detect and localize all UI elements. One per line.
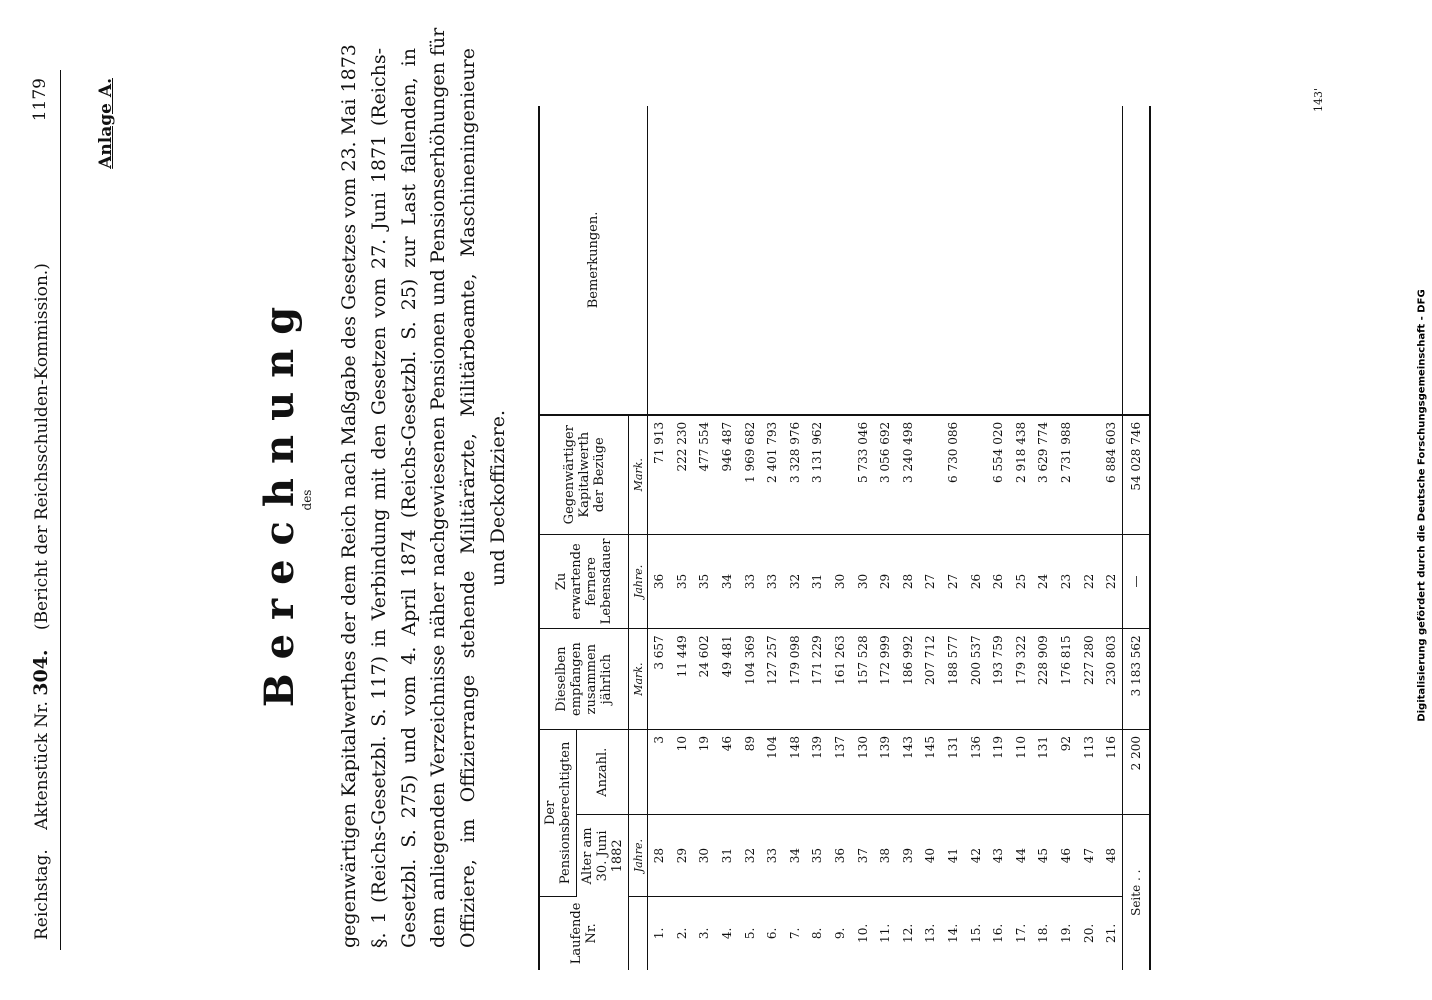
unit-anzahl <box>629 729 648 815</box>
cell-leben: 22 <box>1077 534 1100 629</box>
cell-anzahl: 130 <box>851 729 874 815</box>
cell-bemerkungen <box>1055 106 1078 415</box>
cell-bemerkungen <box>1032 106 1055 415</box>
cell-kapital: 71 913 <box>648 415 671 534</box>
cell-alter: 39 <box>897 815 920 896</box>
table-row <box>874 106 897 970</box>
table-row <box>942 106 965 970</box>
cell-anzahl: 10 <box>671 729 694 815</box>
table-row <box>829 106 852 970</box>
cell-bezug: 161 263 <box>829 629 852 730</box>
head-aktenstueck: Aktenstück Nr. <box>32 701 52 830</box>
cell-leben: 34 <box>716 534 739 629</box>
cell-alter: 47 <box>1077 815 1100 896</box>
cell-anzahl: 143 <box>897 729 920 815</box>
cell-bezug: 179 322 <box>1010 629 1033 730</box>
cell-bezug: 24 602 <box>693 629 716 730</box>
sum-bezug: 3 183 562 <box>1123 629 1151 730</box>
head-number: 304. <box>30 649 52 696</box>
cell-bemerkungen <box>1010 106 1033 415</box>
cell-anzahl: 19 <box>693 729 716 815</box>
cell-nr: 6. <box>765 927 780 940</box>
cell-anzahl: 116 <box>1100 729 1123 815</box>
cell-kapital: 3 056 692 <box>874 415 897 534</box>
cell-kapital: 3 240 498 <box>897 415 920 534</box>
intro-line: §. 1 (Reichs-Gesetzbl. S. 117) in Verbindung mit den Gesetzen vom 27. Juni 1871 (Reichs- <box>367 48 390 948</box>
cell-bezug: 176 815 <box>1055 629 1078 730</box>
running-head <box>30 263 52 940</box>
cell-kapital: 6 730 086 <box>942 415 965 534</box>
sum-bemerkungen <box>1123 106 1151 415</box>
sum-label: Seite . . <box>1123 815 1151 970</box>
table-row <box>964 106 987 970</box>
cell-nr: 12. <box>900 923 915 943</box>
table-row <box>1055 106 1078 970</box>
cell-alter: 33 <box>761 815 784 896</box>
cell-anzahl: 46 <box>716 729 739 815</box>
col-header-bemerkungen: Bemerkungen. <box>539 106 648 415</box>
cell-bemerkungen <box>761 106 784 415</box>
sum-kapital: 54 028 746 <box>1123 415 1151 534</box>
col-header-anzahl: Anzahl. <box>577 729 629 815</box>
cell-bezug: 3 657 <box>648 629 671 730</box>
cell-alter: 44 <box>1010 815 1033 896</box>
col-group-header: Der Pensionsberechtigten <box>539 729 577 896</box>
cell-bemerkungen <box>693 106 716 415</box>
cell-alter: 38 <box>874 815 897 896</box>
cell-alter: 29 <box>671 815 694 896</box>
cell-nr: 4. <box>720 927 735 940</box>
cell-alter: 35 <box>806 815 829 896</box>
cell-leben: 33 <box>761 534 784 629</box>
cell-kapital: 946 487 <box>716 415 739 534</box>
cell-nr: 1. <box>652 927 667 940</box>
cell-nr: 17. <box>1013 923 1028 943</box>
cell-leben: 24 <box>1032 534 1055 629</box>
unit-bezug: Mark. <box>629 629 648 730</box>
cell-leben: 32 <box>784 534 807 629</box>
cell-kapital <box>919 415 942 534</box>
cell-kapital: 5 733 046 <box>851 415 874 534</box>
cell-alter: 28 <box>648 815 671 896</box>
unit-kapital: Mark. <box>629 415 648 534</box>
cell-alter: 31 <box>716 815 739 896</box>
signature-mark: 143' <box>1312 88 1325 113</box>
cell-alter: 32 <box>738 815 761 896</box>
cell-nr: 19. <box>1058 923 1073 943</box>
cell-alter: 34 <box>784 815 807 896</box>
dfg-stamp-text: Digitalisierung gefördert durch die Deutsche Forschungsgemeinschaft - DFG <box>1416 289 1428 722</box>
cell-anzahl: 89 <box>738 729 761 815</box>
cell-bezug: 11 449 <box>671 629 694 730</box>
page-header <box>16 0 66 1000</box>
title-connector: des <box>300 489 314 511</box>
cell-alter: 41 <box>942 815 965 896</box>
table-row <box>851 106 874 970</box>
cell-anzahl: 131 <box>942 729 965 815</box>
table-row <box>1032 106 1055 970</box>
cell-bezug: 157 528 <box>851 629 874 730</box>
table-row <box>671 106 694 970</box>
cell-anzahl: 131 <box>1032 729 1055 815</box>
cell-leben: 22 <box>1100 534 1123 629</box>
dfg-stamp <box>1414 0 1430 1000</box>
cell-bemerkungen <box>671 106 694 415</box>
cell-nr: 20. <box>1081 923 1096 943</box>
cell-anzahl: 110 <box>1010 729 1033 815</box>
cell-leben: 27 <box>919 534 942 629</box>
cell-nr: 7. <box>787 927 802 940</box>
cell-nr: 21. <box>1104 923 1119 943</box>
cell-bemerkungen <box>648 106 671 415</box>
cell-anzahl: 104 <box>761 729 784 815</box>
cell-bemerkungen <box>919 106 942 415</box>
cell-bemerkungen <box>964 106 987 415</box>
cell-bemerkungen <box>851 106 874 415</box>
table-row <box>738 106 761 970</box>
cell-leben: 33 <box>738 534 761 629</box>
cell-bemerkungen <box>1100 106 1123 415</box>
unit-alter: Jahre. <box>629 815 648 896</box>
cell-kapital <box>964 415 987 534</box>
cell-kapital: 2 918 438 <box>1010 415 1033 534</box>
cell-leben: 25 <box>1010 534 1033 629</box>
cell-alter: 46 <box>1055 815 1078 896</box>
col-header-kapital: Gegenwärtiger Kapitalwerth der Bezüge <box>539 415 629 534</box>
table-row <box>897 106 920 970</box>
intro-line: dem anliegenden Verzeichnisse näher nachgewiesenen Pensionen und Pensionserhöhungen für <box>427 27 450 948</box>
col-header-alter: Alter am 30. Juni 1882 <box>577 815 629 896</box>
cell-bemerkungen <box>829 106 852 415</box>
cell-nr: 5. <box>742 927 757 940</box>
cell-bemerkungen <box>1077 106 1100 415</box>
cell-anzahl: 92 <box>1055 729 1078 815</box>
table-row <box>919 106 942 970</box>
cell-kapital: 477 554 <box>693 415 716 534</box>
cell-bezug: 207 712 <box>919 629 942 730</box>
cell-bemerkungen <box>806 106 829 415</box>
cell-bemerkungen <box>874 106 897 415</box>
cell-bezug: 188 577 <box>942 629 965 730</box>
cell-kapital: 6 884 603 <box>1100 415 1123 534</box>
cell-leben: 35 <box>671 534 694 629</box>
col-header-nr: Laufende Nr. <box>539 896 629 970</box>
cell-nr: 14. <box>946 923 961 943</box>
cell-anzahl: 145 <box>919 729 942 815</box>
table-row <box>806 106 829 970</box>
cell-kapital <box>1077 415 1100 534</box>
pension-table <box>538 106 1151 970</box>
cell-bemerkungen <box>942 106 965 415</box>
cell-nr: 16. <box>991 923 1006 943</box>
cell-bemerkungen <box>784 106 807 415</box>
cell-leben: 27 <box>942 534 965 629</box>
cell-alter: 37 <box>851 815 874 896</box>
cell-kapital: 3 131 962 <box>806 415 829 534</box>
cell-bezug: 193 759 <box>987 629 1010 730</box>
cell-bezug: 186 992 <box>897 629 920 730</box>
document-title: Berechnung <box>256 292 303 708</box>
head-reichstag: Reichstag. <box>32 849 52 940</box>
cell-bemerkungen <box>716 106 739 415</box>
cell-leben: 30 <box>851 534 874 629</box>
intro-line: Offiziere, im Offizierrange stehende Militärärzte, Militärbeamte, Maschineningenieure <box>457 48 480 948</box>
intro-line: und Deckoffiziere. <box>486 409 509 587</box>
cell-bemerkungen <box>738 106 761 415</box>
cell-kapital: 3 328 976 <box>784 415 807 534</box>
cell-alter: 40 <box>919 815 942 896</box>
cell-anzahl: 113 <box>1077 729 1100 815</box>
cell-leben: 29 <box>874 534 897 629</box>
sum-row <box>1123 106 1151 970</box>
table-row <box>987 106 1010 970</box>
cell-nr: 2. <box>674 927 689 940</box>
cell-anzahl: 3 <box>648 729 671 815</box>
annex-label: Anlage A. <box>96 78 116 169</box>
cell-alter: 45 <box>1032 815 1055 896</box>
cell-leben: 36 <box>648 534 671 629</box>
cell-alter: 42 <box>964 815 987 896</box>
table-row <box>648 106 671 970</box>
cell-leben: 35 <box>693 534 716 629</box>
cell-nr: 13. <box>923 923 938 943</box>
cell-kapital: 2 401 793 <box>761 415 784 534</box>
cell-nr: 11. <box>878 923 893 943</box>
intro-line: Gesetzbl. S. 275) und vom 4. April 1874 (Reichs-Gesetzbl. S. 25) zur Last fallenden, in <box>397 48 420 948</box>
table-row <box>693 106 716 970</box>
cell-anzahl: 119 <box>987 729 1010 815</box>
cell-kapital: 2 731 988 <box>1055 415 1078 534</box>
cell-leben: 26 <box>964 534 987 629</box>
cell-nr: 3. <box>697 927 712 940</box>
sum-anzahl: 2 200 <box>1123 729 1151 815</box>
cell-bezug: 227 280 <box>1077 629 1100 730</box>
cell-anzahl: 136 <box>964 729 987 815</box>
cell-alter: 48 <box>1100 815 1123 896</box>
cell-bezug: 230 803 <box>1100 629 1123 730</box>
table-row <box>784 106 807 970</box>
cell-nr: 15. <box>968 923 983 943</box>
cell-leben: 28 <box>897 534 920 629</box>
cell-bezug: 171 229 <box>806 629 829 730</box>
cell-bemerkungen <box>987 106 1010 415</box>
cell-kapital: 6 554 020 <box>987 415 1010 534</box>
cell-leben: 26 <box>987 534 1010 629</box>
col-header-bezug: Dieselben empfangen zusammen jährlich <box>539 629 629 730</box>
cell-nr: 10. <box>855 923 870 943</box>
cell-alter: 43 <box>987 815 1010 896</box>
cell-alter: 36 <box>829 815 852 896</box>
cell-anzahl: 139 <box>874 729 897 815</box>
cell-kapital: 3 629 774 <box>1032 415 1055 534</box>
cell-bezug: 104 369 <box>738 629 761 730</box>
table-row <box>716 106 739 970</box>
unit-leben: Jahre. <box>629 534 648 629</box>
table-body <box>648 106 1151 970</box>
cell-bezug: 228 909 <box>1032 629 1055 730</box>
table-row <box>1077 106 1100 970</box>
cell-leben: 30 <box>829 534 852 629</box>
cell-nr: 8. <box>810 927 825 940</box>
cell-leben: 31 <box>806 534 829 629</box>
header-rule <box>60 70 61 950</box>
cell-kapital <box>829 415 852 534</box>
cell-nr: 9. <box>833 927 848 940</box>
cell-anzahl: 148 <box>784 729 807 815</box>
table-row <box>1100 106 1123 970</box>
cell-alter: 30 <box>693 815 716 896</box>
cell-anzahl: 137 <box>829 729 852 815</box>
sum-leben: — <box>1123 534 1151 629</box>
intro-paragraph <box>335 27 514 948</box>
col-header-leben: Zu erwartende fernere Lebensdauer <box>539 534 629 629</box>
cell-bezug: 172 999 <box>874 629 897 730</box>
table-row <box>1010 106 1033 970</box>
cell-nr: 18. <box>1036 923 1051 943</box>
cell-bezug: 179 098 <box>784 629 807 730</box>
cell-bezug: 49 481 <box>716 629 739 730</box>
cell-kapital: 222 230 <box>671 415 694 534</box>
cell-kapital: 1 969 682 <box>738 415 761 534</box>
table-row <box>761 106 784 970</box>
head-subject: (Bericht der Reichsschulden-Kommission.) <box>32 263 52 631</box>
cell-anzahl: 139 <box>806 729 829 815</box>
cell-bezug: 200 537 <box>964 629 987 730</box>
unit-nr <box>629 896 648 970</box>
intro-line: gegenwärtigen Kapitalwerthes der dem Reich nach Maßgabe des Gesetzes vom 23. Mai 1873 <box>338 44 360 948</box>
cell-bemerkungen <box>897 106 920 415</box>
cell-bezug: 127 257 <box>761 629 784 730</box>
page-number: 1179 <box>30 78 50 122</box>
cell-leben: 23 <box>1055 534 1078 629</box>
